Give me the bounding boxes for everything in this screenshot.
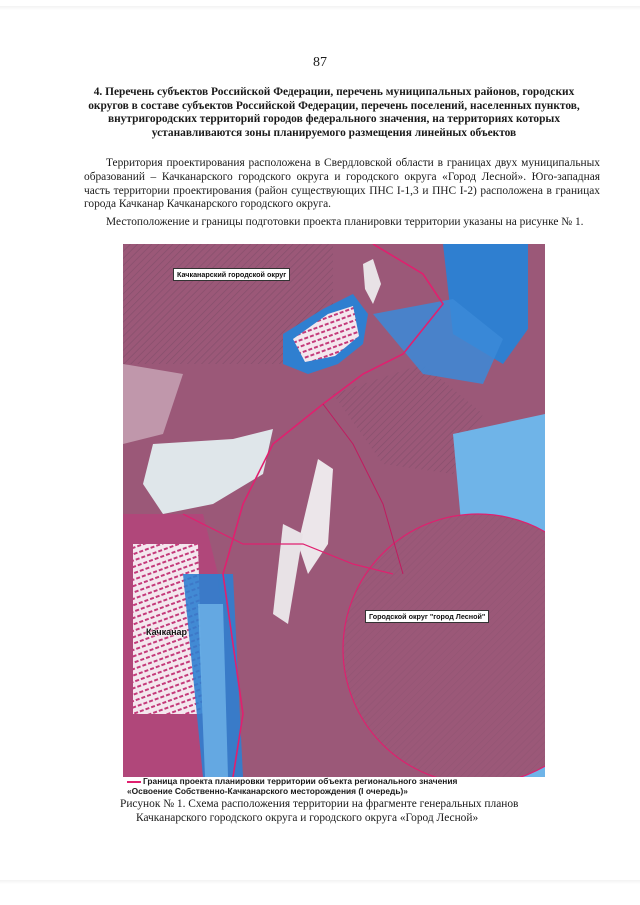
map-label-city: Качканар <box>146 627 188 637</box>
caption-line-1: Рисунок № 1. Схема расположения территории на фрагменте генеральных планов <box>120 798 519 810</box>
map-graphic <box>123 244 545 777</box>
legend-line-2: «Освоение Собственно-Качканарского месторождения (I очередь)» <box>127 786 408 796</box>
map-label-kachkanar-district: Качканарский городской округ <box>173 268 290 281</box>
section-heading: 4. Перечень субъектов Российской Федерации, перечень муниципальных районов, городских округов в составе субъектов Российской Федерации, перечень поселений, населенных пунктов, внутригородских территорий городов федерального значения, на территориях которых устанавливаются зоны планируемого размещения линейных объектов <box>88 86 580 139</box>
paragraph-location: Местоположение и границы подготовки проекта планировки территории указаны на рисунке № 1. <box>106 216 584 228</box>
map-legend <box>127 776 587 796</box>
paragraph-territory: Территория проектирования расположена в Свердловской области в границах двух муниципальных образований – Качканарского городского округа и городского округа «Город Лесной». Юго-западная часть территории проектирования (район существующих ПНС I-1,3 и ПНС I-2) расположена в границах города Качканар Качканарского городского округа. <box>84 157 600 211</box>
figure-caption <box>120 797 590 825</box>
location-map <box>123 244 545 777</box>
page-number: 87 <box>313 55 327 70</box>
caption-line-2: Качканарского городского округа и городского округа «Город Лесной» <box>136 812 479 824</box>
legend-boundary-swatch <box>127 781 141 783</box>
scan-artifact-bottom <box>0 880 640 884</box>
map-label-lesnoy-district: Городской округ "город Лесной" <box>365 610 489 623</box>
scan-artifact-top <box>0 6 640 10</box>
legend-line-1: Граница проекта планировки территории объекта регионального значения <box>143 776 458 786</box>
